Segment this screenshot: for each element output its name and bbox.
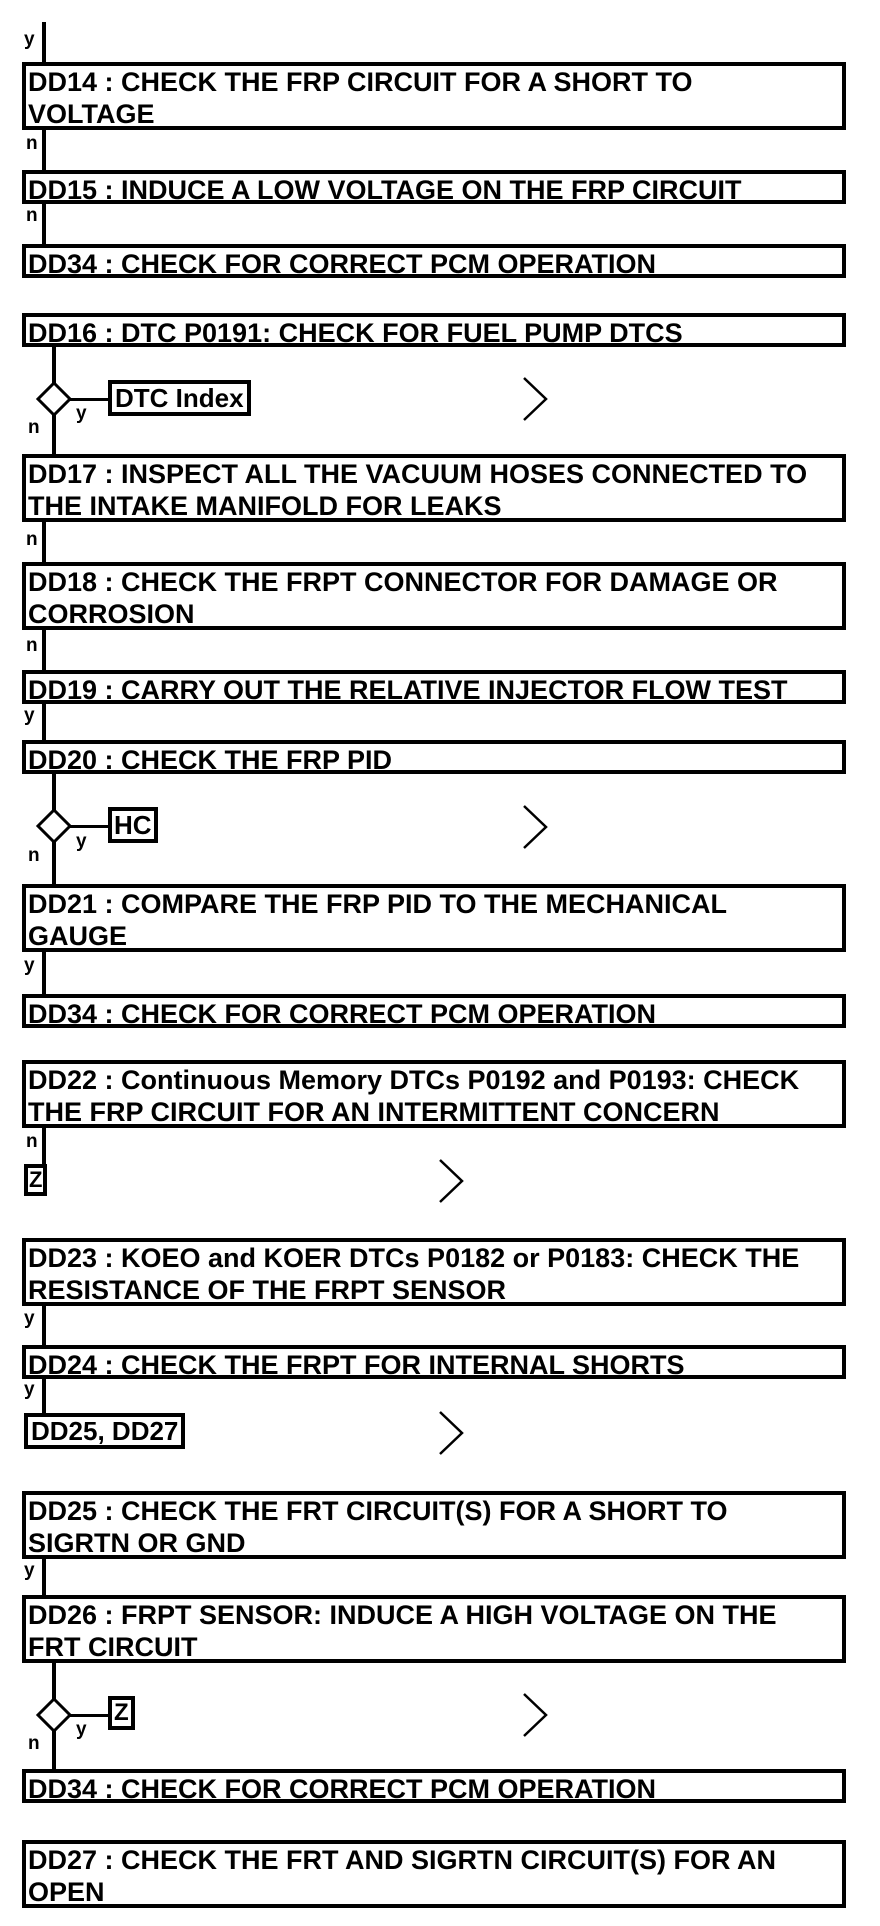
chevron-right-icon[interactable] [520,804,550,850]
yes-label: y [76,831,87,852]
step-dd16[interactable] [22,313,846,347]
step-dd34[interactable] [22,994,846,1028]
connector-line [42,950,46,996]
no-label: n [26,133,38,154]
decision-diamond-icon [36,1697,72,1733]
connector-line [52,413,56,456]
connector-line [52,840,56,886]
step-title: DD26 : FRPT SENSOR: INDUCE A HIGH VOLTAGE ON THE [28,1600,777,1630]
connector-line [42,1557,46,1597]
step-title: DD23 : KOEO and KOER DTCs P0182 or P0183: CHECK THE [28,1243,800,1273]
connector-line [42,128,46,172]
step-dd25[interactable] [22,1491,846,1559]
no-label: n [26,635,38,656]
step-dd14[interactable] [22,62,846,130]
step-dd27[interactable] [22,1840,846,1908]
step-dd15[interactable] [22,170,846,204]
step-title: DD25 : CHECK THE FRT CIRCUIT(S) FOR A SHORT TO [28,1496,728,1526]
branch-line [70,1714,110,1717]
yes-label: y [24,705,35,726]
link-hc[interactable]: HC [108,807,158,843]
connector-line [42,1375,46,1415]
link-dtc-index[interactable]: DTC Index [108,380,251,416]
step-dd22[interactable] [22,1060,846,1128]
branch-line [70,398,110,401]
link-z[interactable]: Z [24,1164,47,1196]
connector-line [42,1126,46,1166]
connector-line [52,1661,56,1699]
connector-line [42,22,46,64]
step-dd19[interactable] [22,670,846,704]
connector-line [42,702,46,742]
yes-label: y [24,1560,35,1581]
step-dd26[interactable] [22,1595,846,1663]
step-dd17[interactable] [22,454,846,522]
step-title-cont: THE FRP CIRCUIT FOR AN INTERMITTENT CONCERN [28,1097,720,1127]
step-dd24[interactable] [22,1345,846,1379]
chevron-right-icon[interactable] [436,1410,466,1456]
branch-line [70,825,110,828]
step-title-cont: OPEN [28,1877,105,1907]
step-dd34[interactable] [22,244,846,278]
step-title: DD20 : CHECK THE FRP PID [28,745,393,774]
step-title: DD24 : CHECK THE FRPT FOR INTERNAL SHORTS [28,1350,685,1379]
step-dd18[interactable] [22,562,846,630]
step-title: DD17 : INSPECT ALL THE VACUUM HOSES CONNECTED TO [28,459,808,489]
step-title: DD15 : INDUCE A LOW VOLTAGE ON THE FRP CIRCUIT [28,175,742,204]
step-dd23[interactable] [22,1238,846,1306]
yes-label: y [24,1308,35,1329]
step-title: DD18 : CHECK THE FRPT CONNECTOR FOR DAMAGE OR [28,567,778,597]
no-label: n [26,1131,38,1152]
connector-line [52,1729,56,1771]
step-title: DD27 : CHECK THE FRT AND SIGRTN CIRCUIT(S) FOR AN [28,1845,776,1875]
step-title: DD34 : CHECK FOR CORRECT PCM OPERATION [28,1774,657,1803]
connector-line [42,200,46,246]
no-label: n [26,529,38,550]
no-label: n [28,845,40,866]
step-dd21[interactable] [22,884,846,952]
step-title: DD34 : CHECK FOR CORRECT PCM OPERATION [28,249,657,278]
step-title: DD22 : Continuous Memory DTCs P0192 and P0193: CHECK [28,1065,800,1095]
connector-line [42,520,46,564]
step-title-cont: VOLTAGE [28,99,155,129]
chevron-right-icon[interactable] [520,376,550,422]
chevron-right-icon[interactable] [436,1158,466,1204]
yes-label: y [76,403,87,424]
connector-line [52,772,56,810]
connector-line [42,630,46,672]
step-title: DD19 : CARRY OUT THE RELATIVE INJECTOR FLOW TEST [28,675,788,704]
connector-line [42,1305,46,1347]
decision-diamond-icon [36,808,72,844]
link-dd25-dd27[interactable]: DD25, DD27 [24,1413,185,1449]
yes-label: y [24,955,35,976]
chevron-right-icon[interactable] [520,1692,550,1738]
step-title-cont: SIGRTN OR GND [28,1528,246,1558]
decision-diamond-icon [36,381,72,417]
step-title: DD34 : CHECK FOR CORRECT PCM OPERATION [28,999,657,1028]
step-title-cont: GAUGE [28,921,128,951]
step-title: DD16 : DTC P0191: CHECK FOR FUEL PUMP DTCS [28,318,683,347]
step-title: DD14 : CHECK THE FRP CIRCUIT FOR A SHORT TO [28,67,693,97]
step-dd20[interactable] [22,740,846,774]
step-title: DD21 : COMPARE THE FRP PID TO THE MECHANICAL [28,889,728,919]
step-title-cont: FRT CIRCUIT [28,1632,198,1662]
no-label: n [28,417,40,438]
link-z[interactable]: Z [108,1696,135,1730]
step-dd34[interactable] [22,1769,846,1803]
step-title-cont: THE INTAKE MANIFOLD FOR LEAKS [28,491,502,521]
step-title-cont: RESISTANCE OF THE FRPT SENSOR [28,1275,507,1305]
no-label: n [28,1733,40,1754]
connector-line [52,345,56,383]
yes-label: y [24,29,35,50]
step-title-cont: CORROSION [28,599,195,629]
no-label: n [26,205,38,226]
yes-label: y [76,1719,87,1740]
yes-label: y [24,1379,35,1400]
